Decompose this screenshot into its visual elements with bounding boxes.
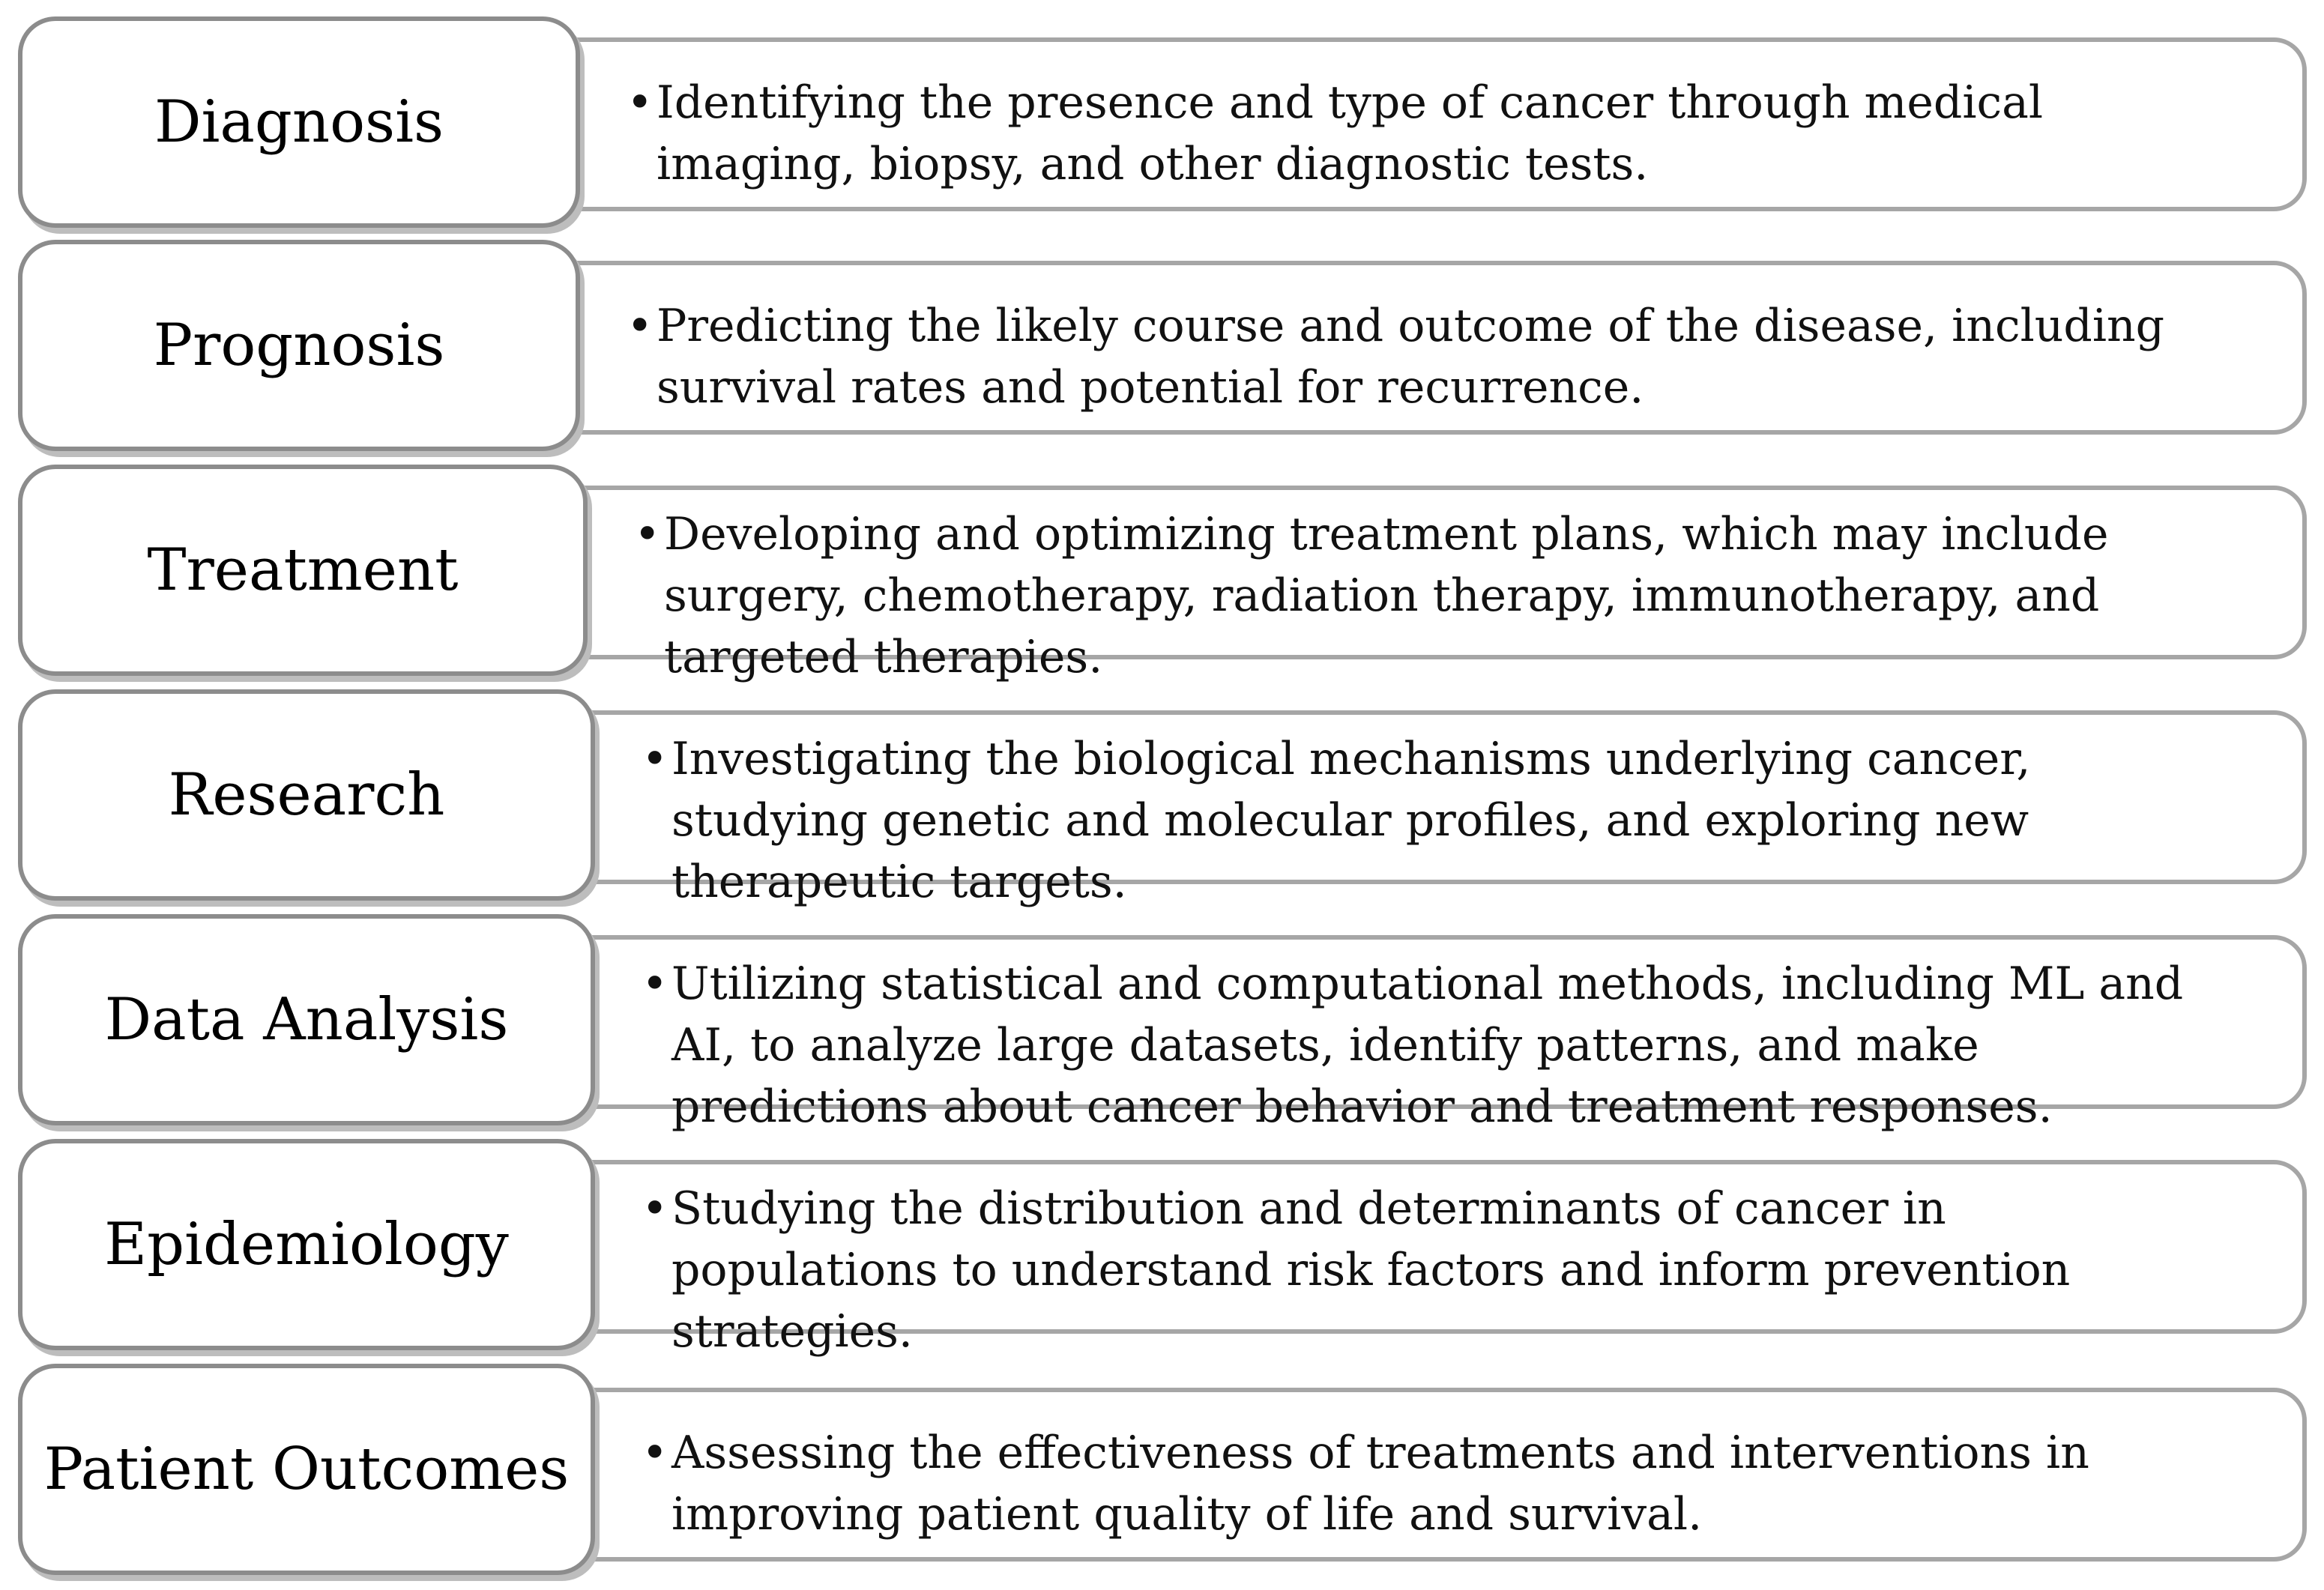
- row-research: [0, 689, 2324, 907]
- label-box: [18, 914, 595, 1125]
- row-treatment: [0, 465, 2324, 682]
- label-box: [18, 16, 580, 228]
- bullet-icon: •: [642, 733, 668, 785]
- bullet-icon: •: [627, 76, 654, 129]
- description-text: [634, 504, 2212, 688]
- row-epidemiology: [0, 1139, 2324, 1356]
- description-box: [555, 710, 2307, 908]
- description-text: [642, 728, 2212, 913]
- label-box: [18, 240, 580, 451]
- bullet-icon: •: [642, 1182, 668, 1235]
- description-box: [540, 37, 2307, 211]
- description-content: Studying the distribution and determinants of cancer in populations to understand risk factors and inform prevention strategies.: [671, 1182, 2071, 1358]
- row-diagnosis: [0, 16, 2324, 234]
- label-diagnosis: Diagnosis: [154, 88, 444, 156]
- label-box: [18, 1364, 595, 1575]
- row-prognosis: [0, 240, 2324, 457]
- description-box: [555, 1160, 2307, 1358]
- label-box: [18, 1139, 595, 1350]
- label-box: [18, 465, 588, 676]
- description-content: Predicting the likely course and outcome of the disease, including survival rates and potential for recurrence.: [657, 300, 2165, 414]
- description-content: Assessing the effectiveness of treatments and interventions in improving patient quality of life and survival.: [671, 1427, 2089, 1541]
- bullet-icon: •: [634, 508, 661, 560]
- label-epidemiology: Epidemiology: [104, 1211, 509, 1278]
- bullet-icon: •: [642, 958, 668, 1010]
- description-text: [627, 295, 2212, 418]
- description-content: Developing and optimizing treatment plans, which may include surgery, chemotherapy, radiation therapy, immunotherapy, and targeted therapies.: [664, 508, 2109, 683]
- label-data-analysis: Data Analysis: [104, 986, 509, 1054]
- description-text: [642, 1178, 2212, 1362]
- row-patient-outcomes: [0, 1364, 2324, 1585]
- label-box: [18, 689, 595, 901]
- label-treatment: Treatment: [147, 536, 459, 604]
- label-research: Research: [168, 761, 445, 829]
- row-data-analysis: [0, 914, 2324, 1131]
- bullet-icon: •: [642, 1427, 668, 1479]
- description-box: [540, 261, 2307, 435]
- bullet-icon: •: [627, 300, 654, 352]
- description-box: [555, 935, 2307, 1133]
- label-patient-outcomes: Patient Outcomes: [43, 1436, 570, 1503]
- description-box: [547, 486, 2307, 683]
- label-prognosis: Prognosis: [153, 312, 445, 379]
- description-box: [555, 1388, 2307, 1562]
- description-content: Utilizing statistical and computational methods, including ML and AI, to analyze large datasets, identify patterns, and make predictions about cancer behavior and treatment responses.: [671, 958, 2184, 1133]
- description-content: Investigating the biological mechanisms underlying cancer, studying genetic and molecular profiles, and exploring new therapeutic targets.: [671, 733, 2031, 908]
- description-content: Identifying the presence and type of cancer through medical imaging, biopsy, and other diagnostic tests.: [657, 76, 2044, 190]
- description-text: [642, 953, 2212, 1137]
- description-text: [642, 1422, 2212, 1545]
- description-text: [627, 72, 2212, 195]
